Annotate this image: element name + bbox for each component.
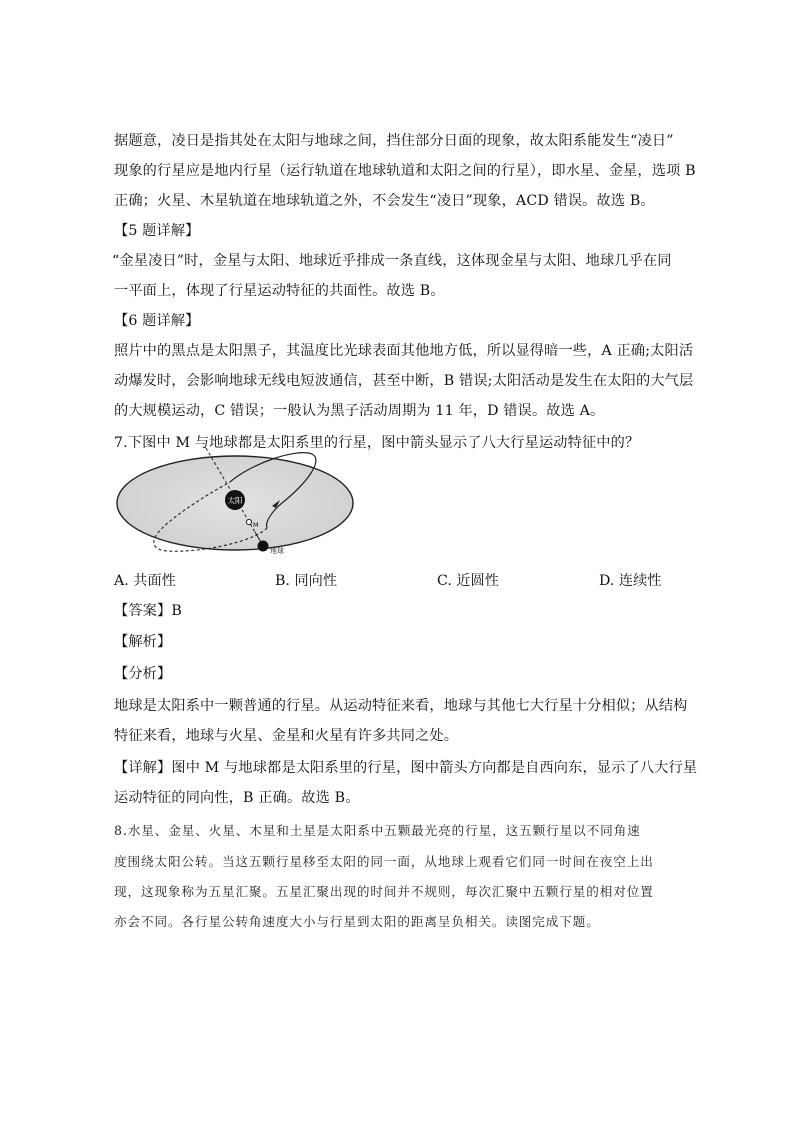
q5-text-line-2: 一平面上，体现了行星运动特征的共面性。故选 B。: [114, 283, 445, 299]
sun-label: 太阳: [227, 496, 243, 505]
q7-stem: 7.下图中 M 与地球都是太阳系里的行星，图中箭头显示了八大行星运动特征中的？: [114, 435, 640, 451]
q6-text-line-3: 的大规模运动，C 错误；一般认为黑子活动周期为 11 年，D 错误。故选 A。: [114, 403, 605, 419]
q7-answer: 【答案】B: [114, 603, 182, 619]
q5-text-line-1: “金星凌日”时，金星与太阳、地球近乎排成一条直线，这体现金星与太阳、地球几乎在同: [112, 253, 672, 269]
earth-label: 地球: [270, 547, 284, 555]
q7-detail-line-1: 【详解】图中 M 与地球都是太阳系里的行星，图中箭头方向都是自西向东，显示了八大行星: [114, 760, 698, 776]
q6-text-line-1: 照片中的黑点是太阳黑子，其温度比光球表面其他地方低，所以显得暗一些，A 正确;太阳活: [114, 343, 694, 359]
earth-circle: [258, 541, 269, 552]
q7-option-c: C. 近圆性: [437, 573, 499, 589]
q5-header: 【5 题详解】: [114, 223, 200, 239]
q4-explain-line-2: 现象的行星应是地内行星（运行轨道在地球轨道和太阳之间的行星），即水星、金星，选项 B: [114, 163, 696, 179]
q7-analysis-line-2: 特征来看，地球与火星、金星和火星有许多共同之处。: [114, 728, 459, 744]
q8-text-line-1: 8.水星、金星、火星、木星和土星是太阳系中五颗最光亮的行星，这五颗行星以不同角速: [114, 823, 641, 838]
q7-option-a: A. 共面性: [114, 573, 176, 589]
q8-text-line-3: 现，这现象称为五星汇聚。五星汇聚出现的时间并不规则，每次汇聚中五颗行星的相对位置: [114, 884, 654, 899]
q4-explain-line-1: 据题意，凌日是指其处在太阳与地球之间，挡住部分日面的现象，故太阳系能发生“凌日”: [114, 133, 674, 149]
q6-text-line-2: 动爆发时，会影响地球无线电短波通信，甚至中断，B 错误;太阳活动是发生在太阳的大气层: [114, 373, 694, 389]
q8-text-line-4: 亦会不同。各行星公转角速度大小与行星到太阳的距离呈负相关。读图完成下题。: [114, 914, 600, 929]
q7-detail-line-2: 运动特征的同向性，B 正确。故选 B。: [114, 790, 360, 806]
q6-header: 【6 题详解】: [114, 313, 200, 329]
q7-fenxi-header: 【分析】: [114, 666, 172, 682]
planet-m: [246, 519, 251, 524]
q7-option-b: B. 同向性: [275, 573, 338, 589]
q7-analysis-line-1: 地球是太阳系中一颗普通的行星。从运动特征来看，地球与其他七大行星十分相似；从结构: [114, 698, 688, 714]
solar-orbit-diagram: [112, 448, 362, 558]
q4-explain-line-3: 正确；火星、木星轨道在地球轨道之外，不会发生“凌日”现象，ACD 错误。故选 B。: [114, 193, 655, 209]
planet-m-label: M: [253, 521, 259, 529]
q7-jiexi-header: 【解析】: [114, 634, 172, 650]
q8-text-line-2: 度围绕太阳公转。当这五颗行星移至太阳的同一面，从地球上观看它们同一时间在夜空上出: [114, 854, 654, 869]
q7-option-d: D. 连续性: [599, 573, 662, 589]
